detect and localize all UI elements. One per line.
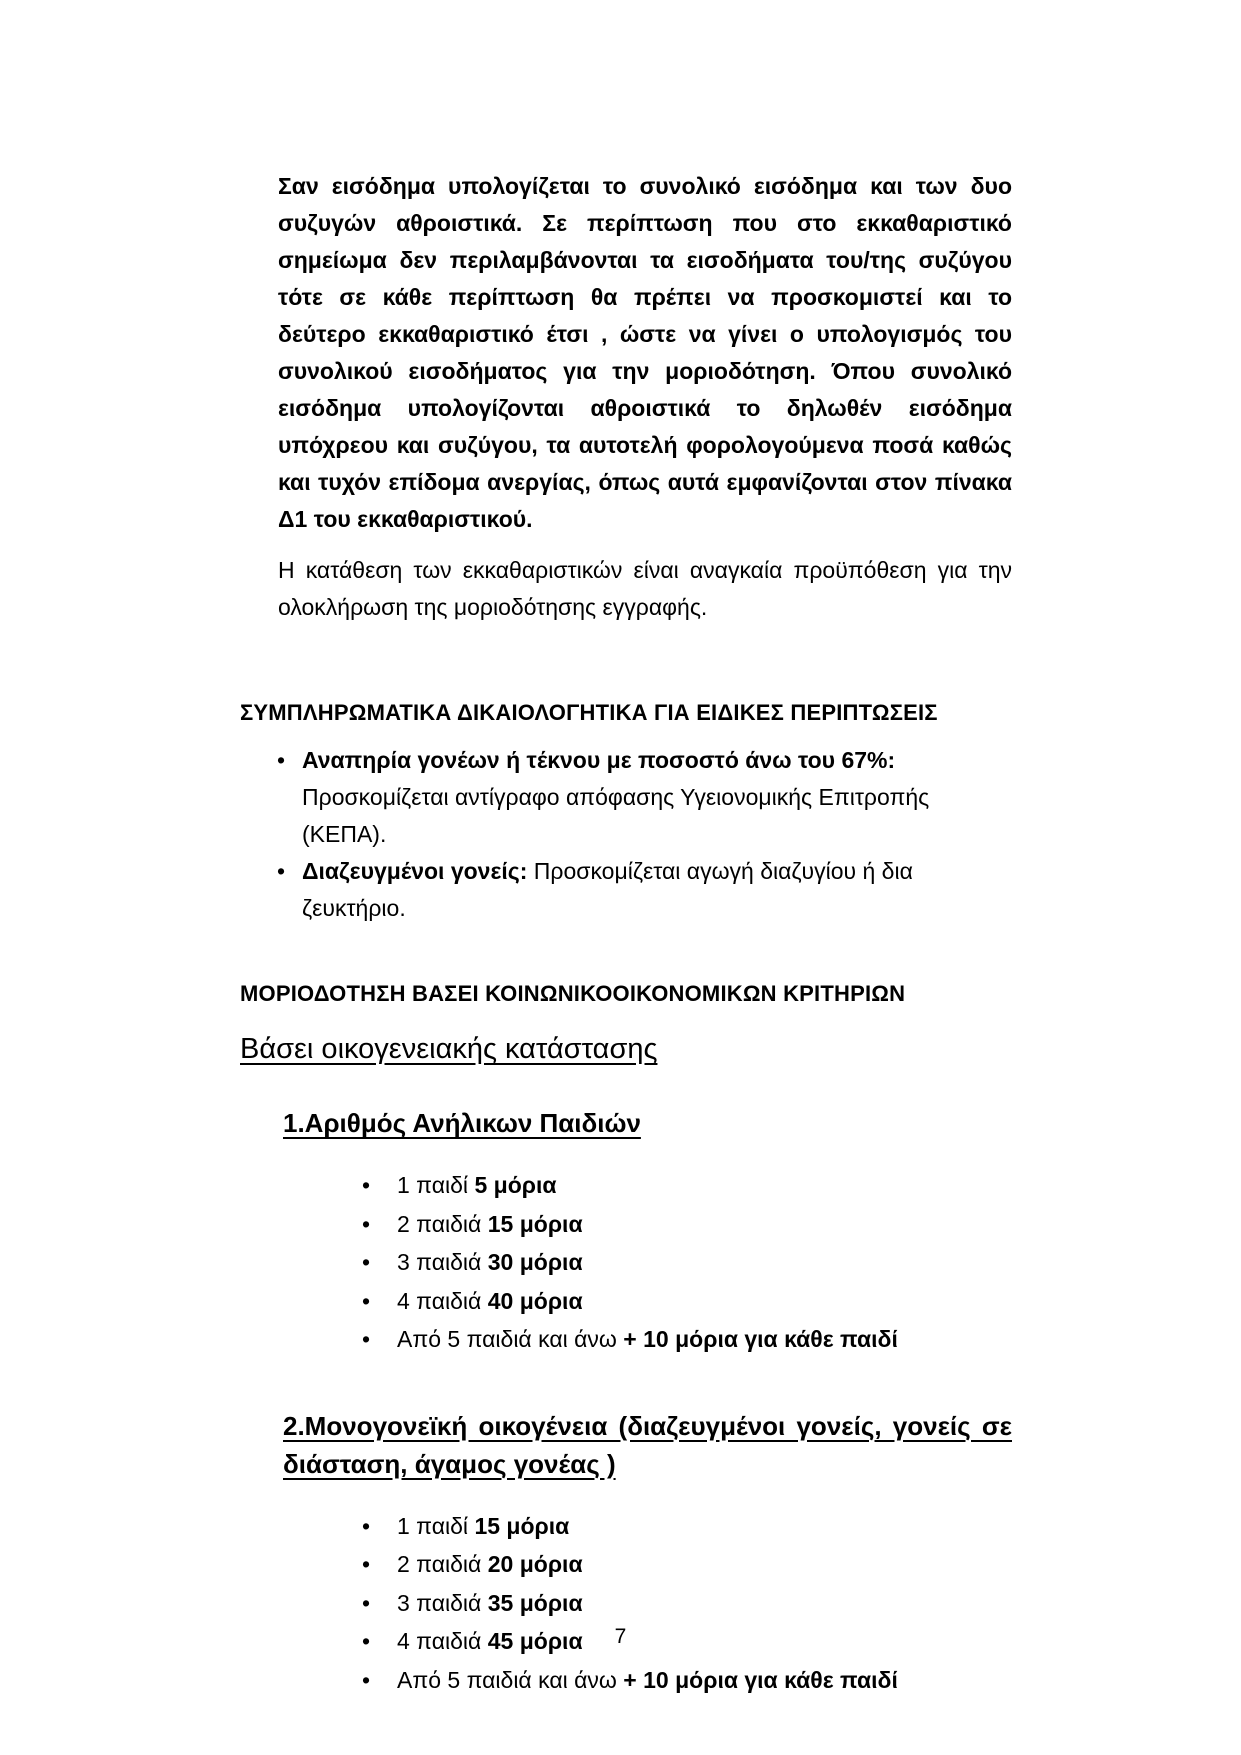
item-points: 15 μόρια (487, 1210, 583, 1237)
points-list-single-parent (240, 1507, 1012, 1700)
item-plain: 2 παιδιά (397, 1210, 488, 1237)
list-item (240, 1507, 1012, 1546)
bullet-icon: • (362, 1210, 371, 1237)
page-content (240, 168, 1012, 1699)
bullet-icon: • (362, 1172, 371, 1198)
item-points: + 10 μόρια για κάθε παιδί (623, 1326, 898, 1352)
list-item-lead: Αναπηρία γονέων ή τέκνου με ποσοστό άνω του 67%: (302, 747, 896, 773)
list-item (240, 1545, 1012, 1584)
bullet-icon: • (362, 1589, 371, 1616)
bullet-icon: • (362, 1326, 371, 1352)
bullet-icon: • (362, 1512, 371, 1539)
bullet-icon: • (362, 1287, 371, 1314)
bullet-icon: • (277, 858, 286, 884)
item-points: 5 μόρια (474, 1172, 557, 1198)
bullet-icon: • (362, 1249, 371, 1275)
list-item-text (397, 1249, 583, 1275)
list-item (240, 1320, 1012, 1359)
item-points: + 10 μόρια για κάθε παιδί (623, 1666, 898, 1693)
item-plain: 3 παιδιά (397, 1589, 488, 1616)
item-points: 30 μόρια (487, 1249, 583, 1275)
list-item (240, 1661, 1012, 1700)
list-item (240, 1166, 1012, 1205)
list-item (240, 1584, 1012, 1623)
item-points: 15 μόρια (474, 1512, 570, 1539)
heading-single-parent: 2.Μονογονεϊκή οικογένεια (διαζευγμένοι γονείς, γονείς σε διάσταση, άγαμος γονέας ) (283, 1410, 1012, 1479)
intro-paragraph: Σαν εισόδημα υπολογίζεται το συνολικό εισόδημα και των δυο συζυγών αθροιστικά. Σε περίπτωση που στο εκκαθαριστικό σημείωμα δεν περιλαμβάνονται τα εισοδήματα του/της συζύγου τότε σε κάθε περίπτωση θα πρέπει να προσκομιστεί και το δεύτερο εκκαθαριστικό έτσι , ώστε να γίνει ο υπολογισμός του συνολικού εισοδήματος για την μοριοδότηση. Όπου συνολικό εισόδημα υπολογίζονται αθροιστικά το δηλωθέν εισόδημα υπόχρεου και συζύγου, τα αυτοτελή φορολογούμενα ποσά καθώς και τυχόν επίδομα ανεργίας, όπως αυτά εμφανίζονται στον πίνακα Δ1 του εκκαθαριστικού. (278, 173, 1012, 532)
item-plain: 1 παιδί (397, 1172, 475, 1198)
list-item (240, 1243, 1012, 1282)
list-item-lead: Διαζευγμένοι γονείς: (302, 858, 528, 884)
list-item-text (397, 1211, 583, 1237)
bullet-icon: • (362, 1666, 371, 1693)
list-item-text (397, 1590, 583, 1616)
list-item-text (397, 1667, 898, 1693)
item-plain: 4 παιδιά (397, 1628, 488, 1654)
section-title-scoring: ΜΟΡΙΟΔΟΤΗΣΗ ΒΑΣΕΙ ΚΟΙΝΩΝΙΚΟΟΙΚΟΝΟΜΙΚΩΝ ΚΡΙΤΗΡΙΩΝ (240, 981, 906, 1006)
list-item-rest: Προσκομίζεται αντίγραφο απόφασης Υγειονομικής Επιτροπής (ΚΕΠΑ). (302, 784, 930, 847)
item-points: 20 μόρια (487, 1551, 583, 1577)
list-item (240, 1282, 1012, 1321)
list-item-text (302, 858, 913, 921)
list-item-text (397, 1288, 583, 1314)
points-list-children (240, 1166, 1012, 1359)
list-item (240, 853, 1012, 927)
list-item (240, 742, 1012, 853)
list-item-text (397, 1326, 898, 1352)
item-points: 45 μόρια (487, 1628, 583, 1654)
item-plain: 1 παιδί (397, 1512, 475, 1539)
item-plain: Από 5 παιδιά και άνω (397, 1326, 624, 1352)
section-title-supplementary: ΣΥΜΠΛΗΡΩΜΑΤΙΚΑ ΔΙΚΑΙΟΛΟΓΗΤΙΚΑ ΓΙΑ ΕΙΔΙΚΕΣ ΠΕΡΙΠΤΩΣΕΙΣ (240, 700, 938, 725)
list-item (240, 1205, 1012, 1244)
subsection-title-family-status: Βάσει οικογενειακής κατάστασης (240, 1033, 658, 1065)
bullet-icon: • (277, 747, 286, 773)
list-item-text (302, 747, 929, 847)
page-number: 7 (614, 1625, 627, 1648)
item-points: 35 μόρια (487, 1589, 583, 1616)
list-item-text (397, 1551, 583, 1577)
list-item-text (397, 1172, 557, 1198)
item-plain: Από 5 παιδιά και άνω (397, 1666, 624, 1693)
item-plain: 3 παιδιά (397, 1249, 488, 1275)
bullet-icon: • (362, 1551, 371, 1577)
list-item-rest: Προσκομίζεται αγωγή διαζυγίου ή δια ζευκτήριο. (302, 858, 913, 921)
supplementary-bullet-list (240, 742, 1012, 927)
item-plain: 4 παιδιά (397, 1287, 488, 1314)
heading-minor-children: 1.Αριθμός Ανήλικων Παιδιών (283, 1108, 641, 1138)
item-points: 40 μόρια (487, 1287, 583, 1314)
item-plain: 2 παιδιά (397, 1551, 488, 1577)
bullet-icon: • (362, 1628, 371, 1654)
note-paragraph: Η κατάθεση των εκκαθαριστικών είναι αναγκαία προϋπόθεση για την ολοκλήρωση της μοριοδότησης εγγραφής. (278, 557, 1012, 620)
list-item-text (397, 1513, 569, 1539)
